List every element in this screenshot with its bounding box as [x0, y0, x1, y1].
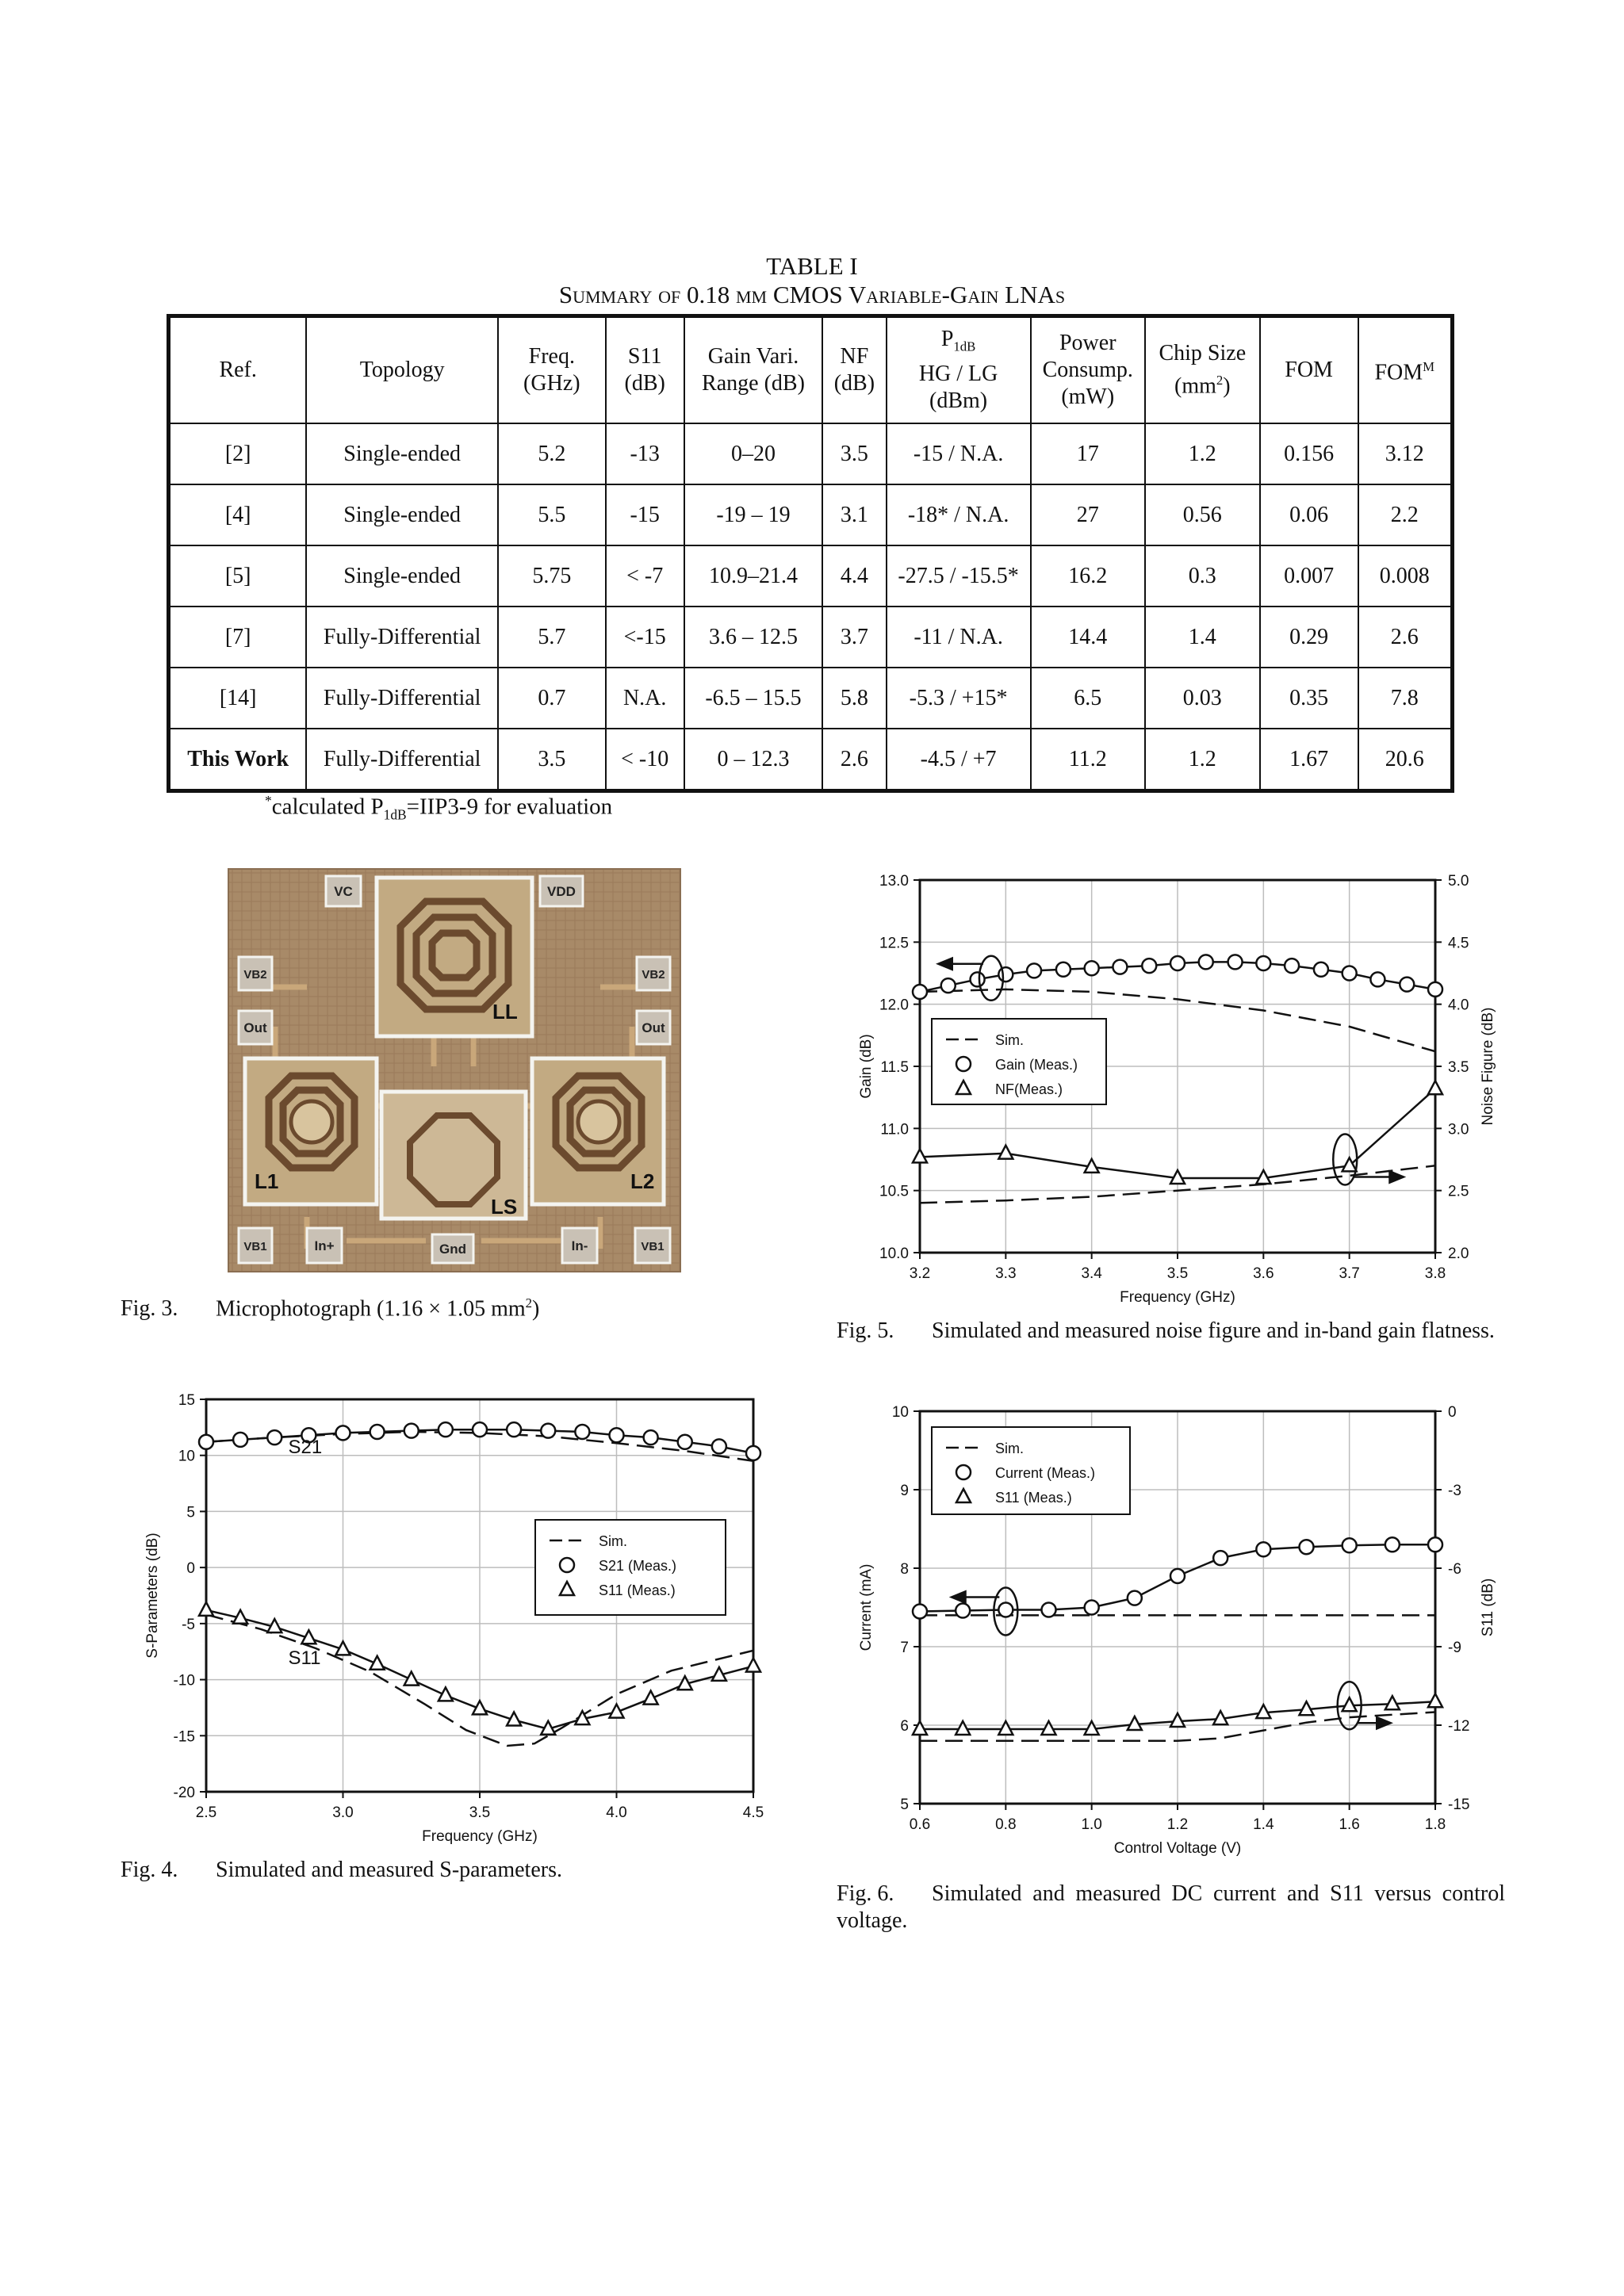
data-point-circle	[1056, 962, 1071, 977]
cell-s11: < -10	[606, 729, 684, 791]
cell-chip: 0.56	[1145, 484, 1260, 545]
x-axis-label: Control Voltage (V)	[1113, 1840, 1242, 1857]
cell-topology: Fully-Differential	[306, 729, 498, 791]
series-label: S11	[288, 1647, 321, 1669]
data-point-circle	[941, 978, 956, 993]
cell-fomm: 0.008	[1358, 545, 1453, 607]
y2-axis-label: Noise Figure (dB)	[1480, 1007, 1496, 1126]
y-tick-label: 11.0	[880, 1121, 909, 1138]
cell-freq: 5.2	[498, 423, 606, 484]
y-tick-label: 15	[178, 1392, 195, 1409]
data-point-circle	[971, 972, 985, 986]
data-point-triangle	[199, 1602, 213, 1616]
label-l2: L2	[630, 1169, 655, 1193]
cell-nf: 3.7	[822, 607, 886, 668]
cell-fomm: 20.6	[1358, 729, 1453, 791]
data-point-circle	[1085, 1601, 1099, 1615]
y2-tick-label: -9	[1448, 1640, 1461, 1656]
cell-fom: 0.156	[1260, 423, 1358, 484]
header-ref: Ref.	[169, 316, 307, 424]
label-out-right: Out	[642, 1020, 665, 1035]
legend-circle	[560, 1558, 574, 1572]
x-tick-label: 3.3	[995, 1265, 1017, 1282]
cell-power: 11.2	[1031, 729, 1145, 791]
cell-power: 6.5	[1031, 668, 1145, 729]
cell-power: 27	[1031, 484, 1145, 545]
table-header-row	[169, 316, 1453, 424]
cell-fomm: 3.12	[1358, 423, 1453, 484]
cell-topology: Single-ended	[306, 484, 498, 545]
x-tick-label: 0.6	[909, 1816, 931, 1833]
header-fomm: $FOM^M$	[1358, 316, 1453, 424]
data-point-triangle	[746, 1659, 760, 1672]
legend-label: Current (Meas.)	[995, 1465, 1096, 1481]
table-row	[169, 484, 1453, 545]
x-tick-label: 1.0	[1081, 1816, 1102, 1833]
label-vb1-right: VB1	[641, 1240, 665, 1253]
y-tick-label: 12.0	[879, 997, 909, 1014]
cell-ref: [14]	[169, 668, 307, 729]
cell-gain: -19 – 19	[684, 484, 822, 545]
data-point-circle	[1128, 1591, 1142, 1605]
data-point-circle	[1170, 1569, 1185, 1583]
y-tick-label: 10	[178, 1448, 195, 1465]
x-tick-label: 1.8	[1424, 1816, 1446, 1833]
data-point-circle	[267, 1430, 282, 1445]
data-point-triangle	[913, 1721, 927, 1735]
summary-table	[167, 314, 1454, 793]
x-axis-label: Frequency (GHz)	[422, 1828, 538, 1845]
cell-gain: -6.5 – 15.5	[684, 668, 822, 729]
legend-label: Gain (Meas.)	[995, 1057, 1078, 1073]
data-point-circle	[913, 1604, 927, 1618]
label-ls: LS	[491, 1195, 518, 1219]
fig4-caption: Fig. 4. Simulated and measured S-parameters.	[121, 1858, 562, 1882]
header-p1db: $P_{1dB}$ HG / LG (dBm)	[887, 316, 1031, 424]
cell-fom: 0.29	[1260, 607, 1358, 668]
legend	[932, 1019, 1106, 1104]
y-tick-label: 12.5	[879, 935, 909, 952]
x-tick-label: 3.7	[1339, 1265, 1360, 1282]
y2-tick-label: 5.0	[1448, 873, 1469, 890]
data-point-circle	[439, 1422, 453, 1437]
cell-fom: 0.35	[1260, 668, 1358, 729]
data-point-triangle	[956, 1721, 970, 1735]
data-point-circle	[1428, 1537, 1442, 1552]
cell-p1db: -4.5 / +7	[887, 729, 1031, 791]
fig6-caption: Fig. 6. Simulated and measured DC current and S11 versus control voltage.	[837, 1881, 1505, 1933]
y-tick-label: 5	[186, 1504, 195, 1521]
y-tick-label: -5	[182, 1616, 195, 1633]
y2-axis-label: S11 (dB)	[1480, 1578, 1496, 1637]
legend	[535, 1520, 726, 1615]
data-point-circle	[541, 1424, 555, 1438]
chip-microphotograph	[228, 868, 681, 1272]
label-vdd: VDD	[547, 884, 576, 899]
y2-tick-label: 4.0	[1448, 997, 1469, 1014]
cell-p1db: -27.5 / -15.5*	[887, 545, 1031, 607]
data-point-circle	[1256, 956, 1270, 970]
header-topology: Topology	[306, 316, 498, 424]
y2-tick-label: 2.0	[1448, 1246, 1469, 1262]
cell-s11: -15	[606, 484, 684, 545]
y-tick-label: 10	[891, 1404, 909, 1421]
x-tick-label: 3.4	[1081, 1265, 1102, 1282]
y-tick-label: 7	[900, 1640, 909, 1656]
legend-label: Sim.	[995, 1441, 1024, 1456]
data-point-circle	[1170, 956, 1185, 970]
cell-p1db: -18* / N.A.	[887, 484, 1031, 545]
fig5-chart	[825, 868, 1522, 1324]
label-out-left: Out	[243, 1020, 267, 1035]
data-point-circle	[1085, 961, 1099, 975]
cell-s11: -13	[606, 423, 684, 484]
header-fom: FOM	[1260, 316, 1358, 424]
data-point-circle	[199, 1435, 213, 1449]
cell-nf: 5.8	[822, 668, 886, 729]
x-tick-label: 3.5	[469, 1804, 491, 1821]
data-point-circle	[1256, 1542, 1270, 1556]
cell-fom: 0.06	[1260, 484, 1358, 545]
table-row	[169, 607, 1453, 668]
data-point-circle	[678, 1435, 692, 1449]
x-tick-label: 2.5	[195, 1804, 217, 1821]
cell-chip: 1.2	[1145, 423, 1260, 484]
cell-chip: 1.4	[1145, 607, 1260, 668]
cell-nf: 4.4	[822, 545, 886, 607]
left-arrow-head	[949, 1590, 967, 1604]
y-tick-label: 11.5	[880, 1059, 909, 1076]
data-point-circle	[1042, 1602, 1056, 1617]
y-tick-label: 9	[900, 1483, 909, 1499]
label-vb1-left: VB1	[243, 1240, 267, 1253]
y-tick-label: 10.5	[879, 1183, 909, 1200]
data-point-triangle	[998, 1146, 1013, 1159]
right-arrow-head	[1376, 1716, 1393, 1730]
table-row	[169, 423, 1453, 484]
x-axis-label: Frequency (GHz)	[1120, 1289, 1235, 1306]
data-point-triangle	[1042, 1721, 1056, 1735]
y2-tick-label: 3.5	[1448, 1059, 1469, 1076]
y-tick-label: 13.0	[879, 873, 909, 890]
x-tick-label: 1.4	[1253, 1816, 1274, 1833]
cell-s11: N.A.	[606, 668, 684, 729]
legend-label: Sim.	[995, 1032, 1024, 1048]
y2-tick-label: -6	[1448, 1561, 1461, 1578]
cell-topology: Single-ended	[306, 423, 498, 484]
cell-chip: 0.3	[1145, 545, 1260, 607]
data-point-circle	[1428, 982, 1442, 997]
data-point-circle	[473, 1422, 487, 1437]
x-tick-label: 3.5	[1166, 1265, 1189, 1282]
cell-ref: This Work	[169, 729, 307, 791]
header-nf: NF (dB)	[822, 316, 886, 424]
data-point-circle	[1142, 959, 1156, 973]
x-tick-label: 3.8	[1424, 1265, 1446, 1282]
y-tick-label: -10	[173, 1672, 195, 1689]
x-tick-label: 1.6	[1339, 1816, 1360, 1833]
data-point-circle	[1199, 955, 1213, 969]
header-chip-size: Chip Size $(mm^2)$	[1145, 316, 1260, 424]
data-point-triangle	[404, 1672, 419, 1686]
data-point-circle	[1285, 959, 1299, 973]
label-vc: VC	[334, 884, 353, 899]
table-row-this-work	[169, 729, 1453, 791]
cell-topology: Single-ended	[306, 545, 498, 607]
data-point-circle	[1213, 1551, 1228, 1565]
legend-label: S11 (Meas.)	[599, 1582, 676, 1598]
data-point-circle	[956, 1603, 970, 1617]
cell-nf: 3.1	[822, 484, 886, 545]
data-point-circle	[507, 1422, 521, 1437]
table-subtitle: Summary of 0.18 μm CMOS Variable-Gain LNAs	[558, 281, 1066, 308]
data-point-triangle	[1342, 1158, 1357, 1171]
cell-s11: < -7	[606, 545, 684, 607]
table-row	[169, 545, 1453, 607]
label-l1: L1	[255, 1169, 279, 1193]
y-tick-label: 0	[186, 1560, 195, 1578]
label-gnd: Gnd	[439, 1242, 466, 1257]
cell-ref: [7]	[169, 607, 307, 668]
y2-tick-label: 4.5	[1448, 935, 1469, 952]
cell-p1db: -11 / N.A.	[887, 607, 1031, 668]
cell-p1db: -15 / N.A.	[887, 423, 1031, 484]
data-point-circle	[336, 1425, 350, 1440]
cell-power: 17	[1031, 423, 1145, 484]
y2-tick-label: 0	[1448, 1404, 1457, 1421]
label-ll: LL	[492, 1000, 518, 1024]
cell-topology: Fully-Differential	[306, 607, 498, 668]
cell-power: 16.2	[1031, 545, 1145, 607]
data-point-circle	[998, 1602, 1013, 1617]
x-tick-label: 1.2	[1166, 1816, 1189, 1833]
data-point-circle	[1342, 966, 1357, 981]
data-point-triangle	[1428, 1693, 1442, 1707]
cell-power: 14.4	[1031, 607, 1145, 668]
x-tick-label: 4.0	[606, 1804, 627, 1821]
cell-freq: 5.5	[498, 484, 606, 545]
cell-fom: 0.007	[1260, 545, 1358, 607]
cell-fomm: 2.2	[1358, 484, 1453, 545]
data-point-circle	[1228, 955, 1243, 969]
y-axis-label: Gain (dB)	[858, 1034, 875, 1099]
x-tick-label: 4.5	[742, 1804, 764, 1821]
data-point-circle	[1385, 1537, 1400, 1552]
y-tick-label: 10.0	[879, 1246, 909, 1262]
y-tick-label: 5	[900, 1797, 909, 1813]
y2-tick-label: -3	[1448, 1483, 1461, 1499]
y-tick-label: -15	[173, 1728, 195, 1746]
legend	[932, 1427, 1130, 1514]
table-row	[169, 668, 1453, 729]
data-point-circle	[404, 1424, 419, 1438]
table-title: TABLE I	[766, 252, 858, 280]
y-tick-label: 8	[900, 1561, 909, 1578]
y2-tick-label: 3.0	[1448, 1121, 1469, 1138]
data-point-circle	[998, 967, 1013, 982]
fig4-chart	[143, 1383, 777, 1851]
y-axis-label: Current (mA)	[858, 1563, 875, 1651]
data-point-circle	[1113, 960, 1127, 974]
data-point-circle	[610, 1428, 624, 1442]
data-point-triangle	[439, 1687, 453, 1701]
fig3-caption: Fig. 3. Microphotograph (1.16 × 1.05 $mm^2$)	[121, 1295, 540, 1322]
cell-topology: Fully-Differential	[306, 668, 498, 729]
cell-gain: 0–20	[684, 423, 822, 484]
label-vb2-right: VB2	[642, 968, 665, 982]
right-arrow-head	[1388, 1170, 1406, 1184]
data-point-circle	[1027, 963, 1041, 978]
x-tick-label: 3.6	[1253, 1265, 1274, 1282]
data-point-circle	[712, 1439, 726, 1453]
cell-fomm: 2.6	[1358, 607, 1453, 668]
legend-label: Sim.	[599, 1533, 627, 1549]
cell-ref: [2]	[169, 423, 307, 484]
y2-tick-label: 2.5	[1448, 1183, 1469, 1200]
legend-label: S21 (Meas.)	[599, 1558, 677, 1574]
cell-nf: 3.5	[822, 423, 886, 484]
cell-gain: 3.6 – 12.5	[684, 607, 822, 668]
header-freq: Freq. (GHz)	[498, 316, 606, 424]
y2-tick-label: -12	[1448, 1718, 1470, 1735]
cell-freq: 5.75	[498, 545, 606, 607]
cell-chip: 1.2	[1145, 729, 1260, 791]
series-label: S21	[288, 1436, 323, 1458]
header-s11: S11 (dB)	[606, 316, 684, 424]
data-point-circle	[1314, 962, 1328, 977]
table-footnote: *calculated $P_{1dB}=IIP3-9$ for evaluation	[265, 793, 613, 823]
legend-label: NF(Meas.)	[995, 1081, 1063, 1097]
cell-p1db: -5.3 / +15*	[887, 668, 1031, 729]
cell-fomm: 7.8	[1358, 668, 1453, 729]
data-point-circle	[1300, 1540, 1314, 1554]
cell-freq: 5.7	[498, 607, 606, 668]
x-tick-label: 0.8	[995, 1816, 1017, 1833]
label-vb2-left: VB2	[243, 968, 267, 982]
y-axis-label: S-Parameters (dB)	[144, 1533, 161, 1659]
cell-freq: 3.5	[498, 729, 606, 791]
y2-tick-label: -15	[1448, 1797, 1470, 1813]
cell-freq: 0.7	[498, 668, 606, 729]
y-tick-label: -20	[173, 1785, 195, 1801]
cell-ref: [5]	[169, 545, 307, 607]
data-point-circle	[746, 1446, 760, 1460]
legend-label: S11 (Meas.)	[995, 1490, 1072, 1506]
data-point-triangle	[998, 1721, 1013, 1735]
data-point-circle	[575, 1425, 589, 1439]
data-point-circle	[1400, 978, 1414, 992]
cell-nf: 2.6	[822, 729, 886, 791]
cell-s11: <-15	[606, 607, 684, 668]
cell-chip: 0.03	[1145, 668, 1260, 729]
y-tick-label: 6	[900, 1718, 909, 1735]
header-gain-range: Gain Vari. Range (dB)	[684, 316, 822, 424]
left-arrow-head	[936, 957, 953, 971]
data-point-circle	[1342, 1538, 1357, 1552]
data-point-circle	[370, 1425, 385, 1439]
header-power: Power Consump. (mW)	[1031, 316, 1145, 424]
data-point-circle	[644, 1430, 658, 1445]
cell-fom: 1.67	[1260, 729, 1358, 791]
fig5-caption: Fig. 5. Simulated and measured noise figure and in-band gain flatness.	[837, 1318, 1495, 1343]
cell-ref: [4]	[169, 484, 307, 545]
label-in-minus: In-	[571, 1238, 588, 1253]
data-point-triangle	[913, 1149, 927, 1162]
x-tick-label: 3.2	[909, 1265, 931, 1282]
data-point-circle	[233, 1433, 247, 1447]
data-point-triangle	[1342, 1697, 1357, 1711]
data-point-circle	[1370, 972, 1385, 986]
legend-circle	[956, 1465, 971, 1479]
cell-gain: 10.9–21.4	[684, 545, 822, 607]
legend-circle	[956, 1057, 971, 1071]
cell-gain: 0 – 12.3	[684, 729, 822, 791]
fig6-chart	[825, 1399, 1522, 1875]
data-point-circle	[913, 985, 927, 999]
data-point-triangle	[1428, 1081, 1442, 1094]
x-tick-label: 3.0	[332, 1804, 354, 1821]
label-in-plus: In+	[314, 1238, 335, 1253]
